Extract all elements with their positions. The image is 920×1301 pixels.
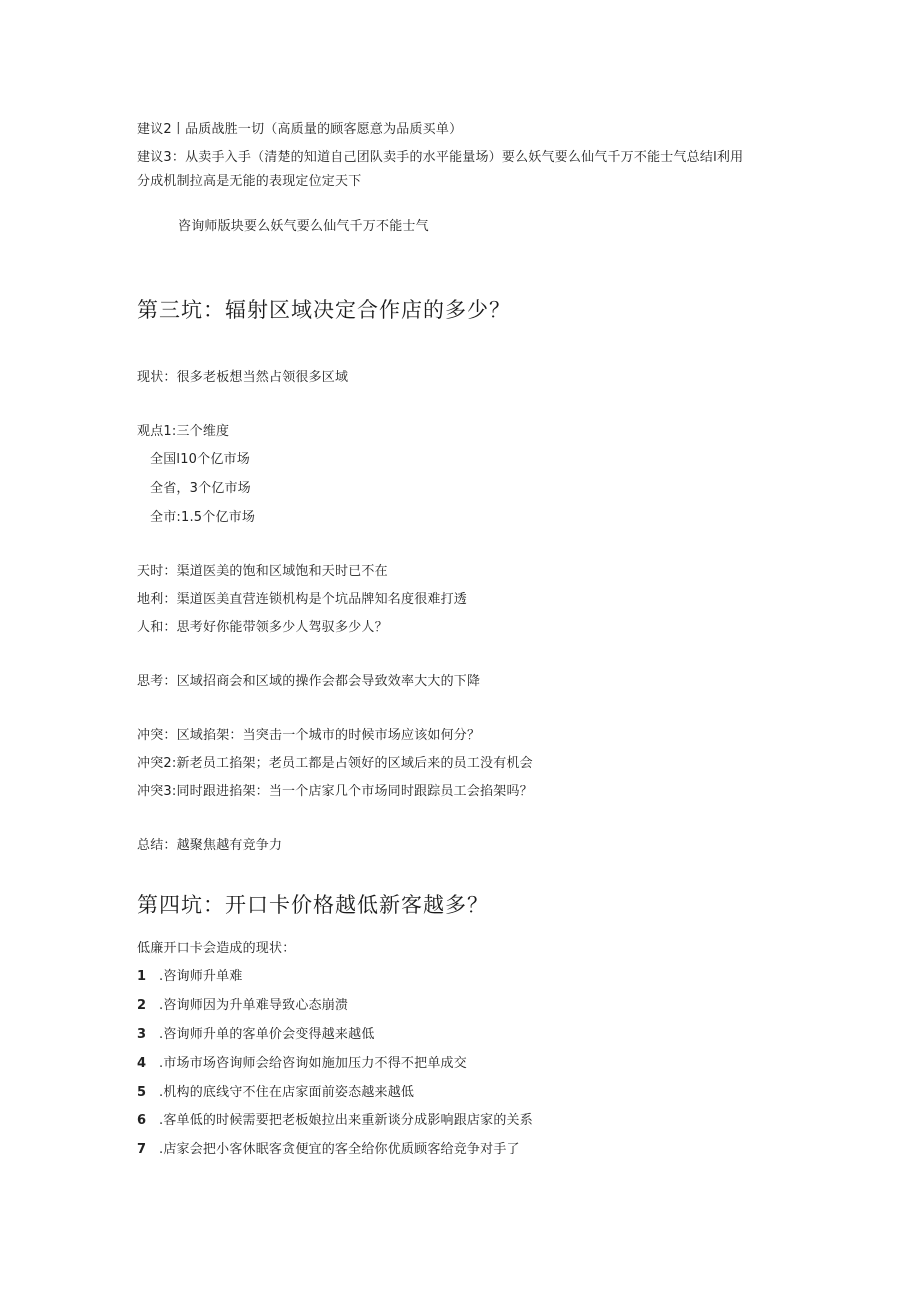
conflict-1: 冲突：区域掐架：当突击一个城市的时候市场应该如何分？	[137, 728, 481, 743]
section-4-title: 第四坑：开口卡价格越低新客越多？	[137, 893, 489, 917]
dimension-province: 全省，3个亿市场	[150, 481, 251, 496]
list-item	[137, 968, 243, 986]
list-item-text: .咨询师升单难	[159, 969, 243, 984]
list-item-number: 3	[137, 1027, 147, 1042]
list-item	[137, 1055, 467, 1073]
suggestion-2: 建议2丨品质战胜一切（高质量的顾客愿意为品质买单）	[137, 122, 463, 137]
list-item-text: .客单低的时候需要把老板娘拉出来重新谈分成影响跟店家的关系	[159, 1113, 533, 1128]
suggestion-3-line-1: 建议3：从卖手入手（清楚的知道自己团队卖手的水平能量场）要么妖气要么仙气千万不能士气总结l利用	[137, 150, 744, 165]
dimension-city: 全市:1.5个亿市场	[150, 510, 256, 525]
list-item-number: 1	[137, 969, 147, 984]
list-item-number: 4	[137, 1056, 147, 1071]
list-item-text: .机构的底线守不住在店家面前姿态越来越低	[159, 1085, 415, 1100]
list-item-text: .店家会把小客休眠客贪便宜的客全给你优质顾客给竞争对手了	[159, 1142, 520, 1157]
list-item-number: 5	[137, 1085, 147, 1100]
section-3-status: 现状：很多老板想当然占领很多区域	[137, 370, 349, 385]
section-3-title: 第三坑：辐射区域决定合作店的多少？	[137, 298, 511, 322]
suggestion-3-line-2: 分成机制拉高是无能的表现定位定天下	[137, 174, 362, 189]
renhe-line: 人和：思考好你能带领多少人驾驭多少人？	[137, 620, 388, 635]
tianshi-line: 天时：渠道医美的饱和区域饱和天时已不在	[137, 564, 388, 579]
viewpoint-1: 观点1:三个维度	[137, 424, 230, 439]
list-item-text: .咨询师因为升单难导致心态崩溃	[159, 998, 349, 1013]
thinking-line: 思考：区域招商会和区域的操作会都会导致效率大大的下降	[137, 674, 481, 689]
section-3-summary: 总结：越聚焦越有竞争力	[137, 838, 283, 853]
consultant-note: 咨询师版块要么妖气要么仙气千万不能士气	[178, 219, 429, 234]
dimension-national: 全国l10个亿市场	[150, 452, 250, 467]
list-item	[137, 1141, 520, 1159]
list-item	[137, 1112, 533, 1130]
conflict-2: 冲突2:新老员工掐架；老员工都是占领好的区域后来的员工没有机会	[137, 756, 533, 771]
list-item-number: 7	[137, 1142, 147, 1157]
list-item	[137, 997, 348, 1015]
list-item-text: .市场市场咨询师会给咨询如施加压力不得不把单成交	[159, 1056, 467, 1071]
list-item	[137, 1084, 414, 1102]
dili-line: 地利：渠道医美直营连锁机构是个坑品牌知名度很难打透	[137, 592, 468, 607]
list-item-text: .咨询师升单的客单价会变得越来越低	[159, 1027, 375, 1042]
conflict-3: 冲突3:同时跟进掐架：当一个店家几个市场同时跟踪员工会掐架吗？	[137, 784, 533, 799]
list-item	[137, 1026, 375, 1044]
section-4-intro: 低廉开口卡会造成的现状：	[137, 941, 296, 956]
list-item-number: 6	[137, 1113, 147, 1128]
list-item-number: 2	[137, 998, 147, 1013]
